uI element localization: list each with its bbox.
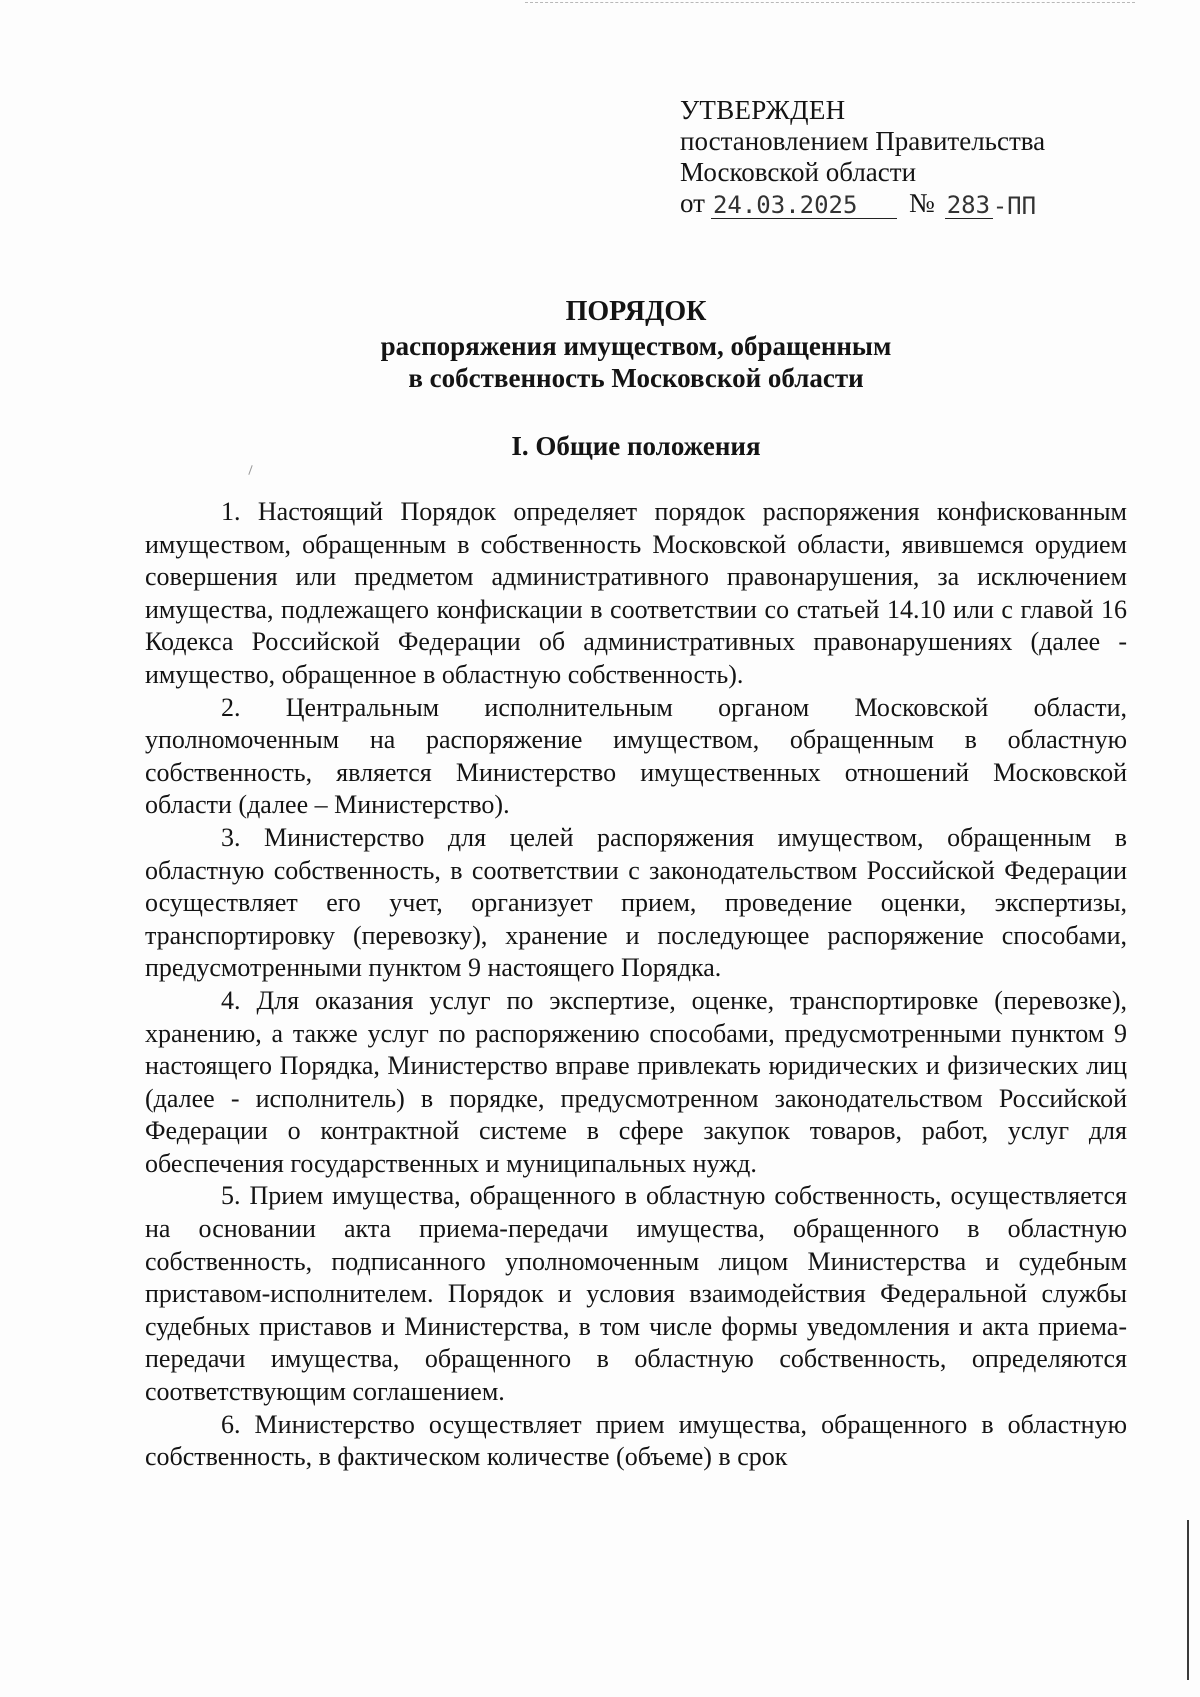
paragraph-2: 2. Центральным исполнительным органом Московской области, уполномоченным на распоряжение имуществом, обращенным в областную собственность, является Министерство имущественных отношений Московской области (далее – Министерство).	[145, 692, 1127, 820]
document-subtitle-line-2: в собственность Московской области	[408, 363, 864, 393]
approval-date: 24.03.2025	[711, 192, 897, 219]
document-subtitle-line-1: распоряжения имуществом, обращенным	[380, 331, 892, 361]
approval-stamp	[680, 95, 1120, 219]
document-body	[145, 496, 1127, 1474]
scan-edge-right	[1187, 1520, 1189, 1680]
scan-edge-top	[525, 2, 1135, 3]
document-title-block	[145, 296, 1127, 394]
approval-number-sign: №	[908, 188, 935, 218]
approval-heading: УТВЕРЖДЕН	[680, 95, 846, 125]
paragraph-5: 5. Прием имущества, обращенного в областную собственность, осуществляется на основании акта приема-передачи имущества, обращенного в областную собственность, подписанного уполномоченным лицом Министерства и судебным приставом-исполнителем. Порядок и условия взаимодействия Федеральной службы судебных приставов и Министерства, в том числе формы уведомления и акта приема-передачи имущества, обращенного в областную собственность, определяются соответствующим соглашением.	[145, 1181, 1127, 1407]
section-heading: I. Общие положения	[511, 431, 761, 461]
document-title: ПОРЯДОК	[565, 296, 707, 327]
approval-line-2: Московской области	[680, 157, 917, 187]
scan-artifact	[248, 465, 252, 475]
approval-line-1: постановлением Правительства	[680, 126, 1046, 156]
approval-number: 283	[945, 192, 993, 219]
approval-date-prefix: от	[680, 188, 705, 218]
approval-number-suffix: -ПП	[992, 192, 1037, 220]
paragraph-4: 4. Для оказания услуг по экспертизе, оценке, транспортировке (перевозке), хранению, а также услуг по распоряжению способами, предусмотренными пунктом 9 настоящего Порядка, Министерство вправе привлекать юридических и физических лиц (далее - исполнитель) в порядке, предусмотренном законодательством Российской Федерации о контрактной системе в сфере закупок товаров, работ, услуг для обеспечения государственных и муниципальных нужд.	[145, 985, 1127, 1178]
paragraph-1: 1. Настоящий Порядок определяет порядок распоряжения конфискованным имуществом, обращенным в собственность Московской области, явившемся орудием совершения или предметом административного правонарушения, за исключением имущества, подлежащего конфискации в соответствии со статьей 14.10 или с главой 16 Кодекса Российской Федерации об административных правонарушениях (далее - имущество, обращенное в областную собственность).	[145, 497, 1127, 689]
paragraph-3: 3. Министерство для целей распоряжения имуществом, обращенным в областную собственность, в соответствии с законодательством Российской Федерации осуществляет его учет, организует прием, проведение оценки, экспертизы, транспортировку (перевозку), хранение и последующее распоряжение способами, предусмотренными пунктом 9 настоящего Порядка.	[145, 822, 1127, 983]
paragraph-6: 6. Министерство осуществляет прием имущества, обращенного в областную собственность, в фактическом количестве (объеме) в срок	[145, 1409, 1127, 1472]
approval-registration	[680, 188, 1120, 219]
